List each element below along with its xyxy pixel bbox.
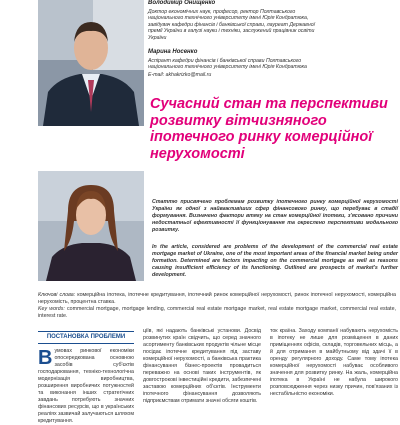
abstract-ukrainian: Статтю присвячено проблемам розвитку іпотечного ринку комерційної нерухомості України як одної з найважливіших сфер фінансового ринку, що перебуває в стадії формування. Визначено фактори втягу на стан комерційної іпотеки, з'ясовано причини недостатньої ефективності її функціонування та окреслено перспективи модального розвитку. [152,199,398,233]
keywords-ukrainian [38,292,396,306]
author-name-2: Марина Носенко [148,49,198,55]
author-portrait-1 [38,0,144,126]
body-column-1 [38,347,134,424]
body-column-1-text: умовах ринкової економіки опосередкована основною засобів суб'єктів господарювання, техніко-технологічна модернізація виробництва, розширення виробничих потужностей та виконання інших стратегічних завдань потребують значних фінансових ресурсів, що в українських реаліях зазвичай залучаються шляхом кредитування. [38,348,134,424]
author-bio-2 [148,49,318,78]
section-heading: ПОСТАНОВКА ПРОБЛЕМИ [38,331,134,344]
abstract-english: In the article, considered are problems of the development of the commercial real estate mortgage market of Ukraine, one of the most important areas of the financial market being under formation. Determined are factors impacting on the commercial mortgage as well as reasons causing insufficient efficiency of its functioning. Outlined are prospects of market's further development. [152,244,398,278]
keywords-english-label: Key words: [38,306,65,312]
article-title: Сучасний стан та перспективи розвитку вітчизняного іпотечного ринку комерційної нерухомості [150,96,388,162]
author-portrait-2 [38,171,144,281]
author-bio-1 [148,0,318,41]
author-description-2: Аспірант кафедри фінансів і банківської справи Полтавського національного технічного університету імені Юрія Кондратюка [148,57,307,70]
body-column-2: ціїв, які надають банківські установи. Досвід розвинутих країн свідчить, що серед значного асортименту банківських продуктів чільне місце посідає іпотечне кредитування під заставу комерційної нерухомості, а банківська практика фінансування бізнес-проектів провадиться переважно на основі таких інструментів, як довгострокові інвестиційні кредити, забезпечені заставою комерційних об'єктів. Інструменти іпотечного фінансування дозволяють підприємствам отримати значні обсяги коштів. [143,328,261,404]
body-column-3: ток країна. Заходу компанії набувають нерухомість в іпотеку не лише для розміщення в даних приміщеннях офісів, складів, торговельних місць, а й для отримання в майбутньому від здачі її в оренду регулярного доходу. Саме тому іпотека комерційної нерухомості набуває особливого значення для розвитку ринку. На жаль, комерційна іпотека в Україні не набула широкого розповсюдження через низку причин, пов'язаних із нестабільністю економіки. [270,328,398,397]
keywords-english [38,306,396,320]
author-email-2[interactable]: E-mail: akhakrizko@mail.ru [148,71,212,78]
keywords-ukrainian-label: Ключові слова: [38,292,76,298]
keywords-ukrainian-text: комерційна іпотека, іпотечне кредитування, іпотечний ринок комерційної нерухомості, ринок іпотечної нерухомості, комерційна нерухомість, процентна ставка. [38,292,396,305]
author-description-1: Доктор економічних наук, професор, ректор Полтавського національного технічного університету імені Юрія Кондратюка, завідувач кафедри фінансів і банківської справи, лауреат Державної премії України в галузі науки і техніки, заслужений працівник освіти України [148,8,315,41]
drop-cap: В [38,347,53,369]
author-photo-2 [38,171,144,281]
author-name-1: Володимир Онищенко [148,0,216,6]
keywords-english-text: commercial mortgage, mortgage lending, commercial real estate mortgage market, real estate mortgage market, commercial real estate, interest rate. [38,306,396,319]
author-photo-1 [38,0,144,126]
